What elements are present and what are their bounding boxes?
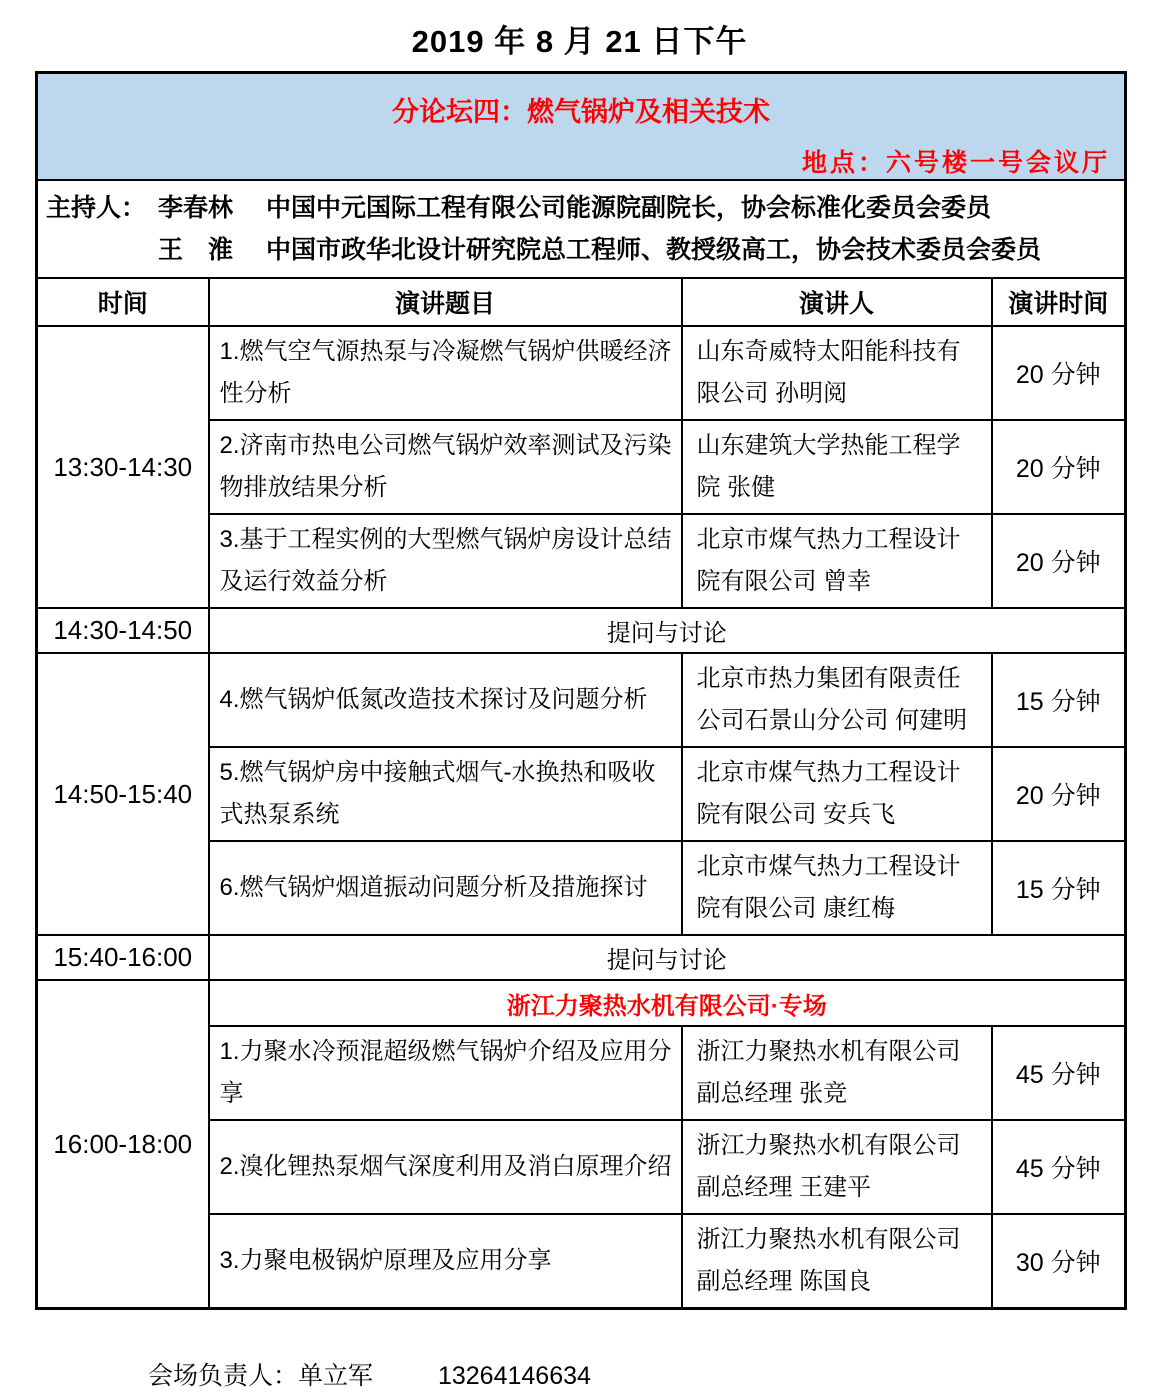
header-time: 时间	[37, 278, 209, 326]
time-cell: 15:40-16:00	[37, 935, 209, 980]
header-speaker: 演讲人	[682, 278, 992, 326]
speaker-cell: 浙江力聚热水机有限公司 副总经理 张竞	[682, 1026, 992, 1120]
duration-cell: 20 分钟	[992, 747, 1126, 841]
header-topic: 演讲题目	[209, 278, 682, 326]
speaker-cell: 北京市煤气热力工程设计院有限公司 康红梅	[682, 841, 992, 935]
talk-title-cell: 4.燃气锅炉低氮改造技术探讨及问题分析	[209, 653, 682, 747]
footer-phone: 13264146634	[437, 1362, 591, 1390]
qa-label: 提问与讨论	[209, 935, 1126, 980]
duration-cell: 20 分钟	[992, 326, 1126, 420]
moderator-label-spacer	[46, 229, 158, 271]
talk-title-cell: 2.溴化锂热泵烟气深度利用及消白原理介绍	[209, 1120, 682, 1214]
talk-title-cell: 5.燃气锅炉房中接触式烟气-水换热和吸收式热泵系统	[209, 747, 682, 841]
forum-title: 分论坛四：燃气锅炉及相关技术	[392, 97, 770, 127]
qa-label: 提问与讨论	[209, 608, 1126, 653]
banner-row	[37, 73, 1126, 181]
duration-cell: 45 分钟	[992, 1120, 1126, 1214]
table-row	[37, 653, 1126, 747]
speaker-cell: 北京市煤气热力工程设计院有限公司 安兵飞	[682, 747, 992, 841]
talk-title-cell: 2.济南市热电公司燃气锅炉效率测试及污染物排放结果分析	[209, 420, 682, 514]
schedule-table	[35, 71, 1127, 1310]
talk-title-cell: 6.燃气锅炉烟道振动问题分析及措施探讨	[209, 841, 682, 935]
forum-banner	[37, 73, 1126, 181]
moderator-line	[46, 187, 1116, 229]
moderator-name: 李春林	[158, 194, 234, 222]
page-title: 2019 年 8 月 21 日下午	[411, 24, 748, 59]
time-cell: 16:00-18:00	[37, 980, 209, 1309]
time-cell: 13:30-14:30	[37, 326, 209, 608]
speaker-cell: 浙江力聚热水机有限公司 副总经理 王建平	[682, 1120, 992, 1214]
duration-cell: 15 分钟	[992, 653, 1126, 747]
moderator-label: 主持人：	[46, 194, 147, 222]
special-session-header: 浙江力聚热水机有限公司·专场	[209, 980, 1126, 1026]
duration-cell: 15 分钟	[992, 841, 1126, 935]
moderator-line	[46, 229, 1116, 271]
table-row	[37, 326, 1126, 420]
time-cell: 14:50-15:40	[37, 653, 209, 935]
talk-title-cell: 3.基于工程实例的大型燃气锅炉房设计总结及运行效益分析	[209, 514, 682, 608]
moderator-name: 王 淮	[158, 236, 234, 264]
speaker-cell: 北京市热力集团有限责任公司石景山分公司 何建明	[682, 653, 992, 747]
duration-cell: 20 分钟	[992, 514, 1126, 608]
header-duration: 演讲时间	[992, 278, 1126, 326]
time-cell: 14:30-14:50	[37, 608, 209, 653]
qa-row	[37, 608, 1126, 653]
duration-cell: 30 分钟	[992, 1214, 1126, 1309]
moderators-row	[37, 180, 1126, 278]
qa-row	[37, 935, 1126, 980]
speaker-cell: 山东建筑大学热能工程学院 张健	[682, 420, 992, 514]
talk-title-cell: 1.力聚水冷预混超级燃气锅炉介绍及应用分享	[209, 1026, 682, 1120]
speaker-cell: 北京市煤气热力工程设计院有限公司 曾幸	[682, 514, 992, 608]
speaker-cell: 浙江力聚热水机有限公司 副总经理 陈国良	[682, 1214, 992, 1309]
special-session-row	[37, 980, 1126, 1026]
moderator-desc: 中国中元国际工程有限公司能源院副院长，协会标准化委员会委员	[266, 194, 992, 222]
table-header-row	[37, 278, 1126, 326]
moderator-desc: 中国市政华北设计研究院总工程师、教授级高工，协会技术委员会委员	[266, 236, 1042, 264]
footer-contact-label: 会场负责人：单立军	[148, 1362, 374, 1390]
talk-title-cell: 3.力聚电极锅炉原理及应用分享	[209, 1214, 682, 1309]
speaker-cell: 山东奇威特太阳能科技有限公司 孙明阅	[682, 326, 992, 420]
forum-location: 地点：六号楼一号会议厅	[801, 149, 1110, 177]
talk-title-cell: 1.燃气空气源热泵与冷凝燃气锅炉供暖经济性分析	[209, 326, 682, 420]
duration-cell: 20 分钟	[992, 420, 1126, 514]
moderators-cell	[37, 180, 1126, 278]
footer	[148, 1356, 1159, 1392]
duration-cell: 45 分钟	[992, 1026, 1126, 1120]
